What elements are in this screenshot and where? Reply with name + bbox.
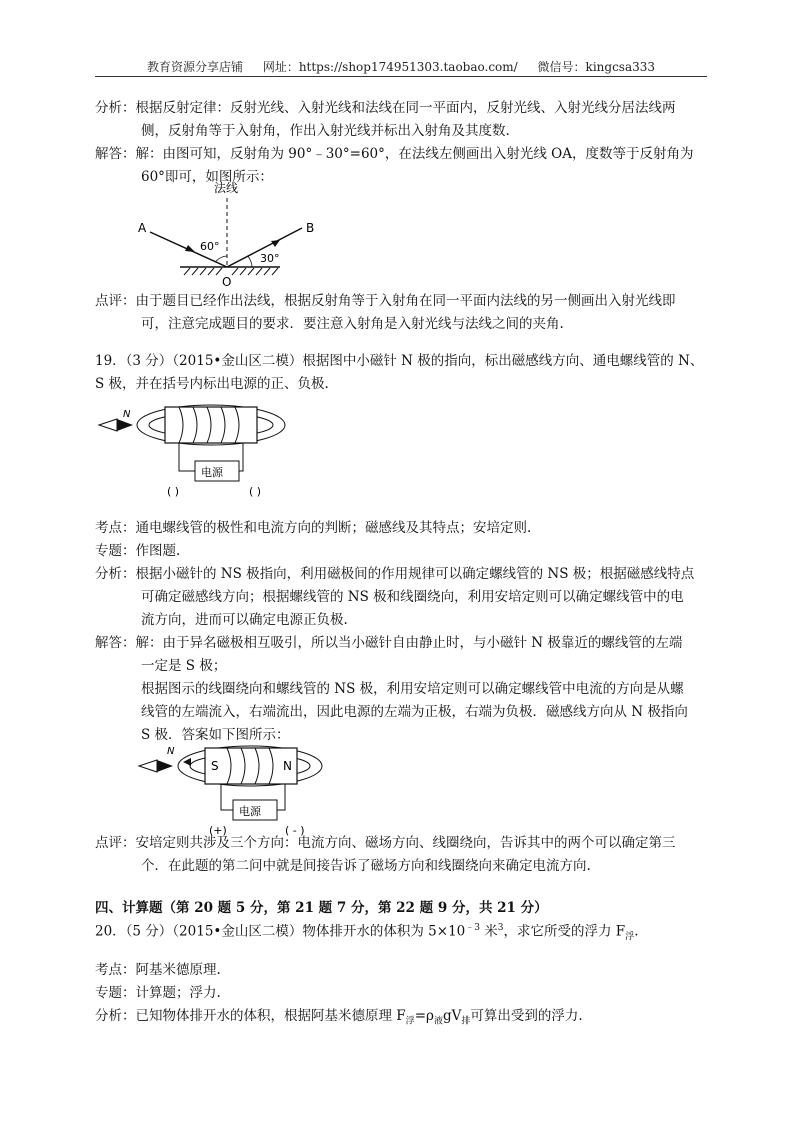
zhuanti-line: 专题：计算题；浮力. [95, 985, 221, 1001]
subscript: 排 [461, 1016, 471, 1027]
header-rule [95, 76, 707, 77]
mirror-hatching [184, 268, 278, 275]
negative-terminal-label: ( - ) [285, 824, 305, 837]
question-20-line [95, 918, 639, 947]
analysis-line: 侧，反射角等于入射角，作出入射光线并标出入射角及其度数. [141, 123, 510, 139]
compass-needle-icon [99, 419, 117, 431]
comment-line: 个．在此题的第二问中就是间接告诉了磁场方向和线圈绕向来确定电流方向. [141, 858, 591, 874]
page-header [95, 58, 707, 75]
answer-line: 根据图示的线圈绕向和螺线管的 NS 极，利用安培定则可以确定螺线管中电流的方向是从螺 [141, 681, 684, 697]
kaodian-line: 考点：通电螺线管的极性和电流方向的判断；磁感线及其特点；安培定则. [95, 520, 532, 536]
answer-line: 线管的左端流入，右端流出，因此电源的左端为正极，右端为负极．磁感线方向从 N 极指向 [141, 704, 688, 720]
analysis-line: 可确定磁感线方向；根据螺线管的 NS 极和线圈绕向，利用安培定则可以确定螺线管中的电 [141, 589, 684, 605]
section-title: 四、计算题（第 20 题 5 分，第 21 题 7 分，第 22 题 9 分，共 21 分） [95, 900, 548, 916]
q20-exponent: ﹣3 [465, 923, 480, 933]
kaodian-line: 考点：阿基米德原理. [95, 962, 221, 978]
compass-needle-south [157, 760, 173, 772]
analysis-line [95, 1006, 583, 1032]
incidence-angle-arc [215, 256, 227, 262]
answer-line: 60°即可，如图所示： [141, 169, 273, 185]
power-source-label: 电源 [239, 805, 261, 818]
subscript: 浮 [405, 1016, 415, 1027]
wechat-id: 微信号：kingcsa333 [537, 60, 656, 74]
q20-unit: 米 [479, 923, 498, 940]
formula-part: gV [442, 1008, 462, 1024]
reflection-angle-label: 30° [260, 252, 280, 265]
analysis-line: 分析：根据反射定律：反射光线、入射光线和法线在同一平面内，反射光线、入射光线分居法线两 [95, 100, 676, 116]
point-b-label: B [306, 221, 315, 235]
shop-url: 网址：https://shop174951303.taobao.com/ [262, 60, 518, 74]
reflection-angle-arc [248, 256, 252, 267]
needle-n-label: N [123, 409, 131, 420]
q20-text: 20．（5 分）（2015•金山区二模）物体排开水的体积为 5×10 [95, 923, 466, 940]
q20-subscript: 浮 [625, 932, 635, 943]
needle-n-label: N [167, 746, 175, 757]
answer-line: 解答：解：由于异名磁极相互吸引，所以当小磁针自由静止时，与小磁针 N 极靠近的螺线管的左端 [95, 635, 683, 651]
right-terminal-blank: ( ) [249, 485, 262, 498]
q20-text: ，求它所受的浮力 F [503, 923, 626, 940]
solenoid-s-pole: S [211, 759, 219, 773]
reflection-diagram [130, 180, 330, 290]
analysis-text: 分析：已知物体排开水的体积，根据阿基米德原理 F [95, 1008, 406, 1024]
compass-needle-icon [139, 760, 157, 772]
analysis-line: 分析：根据小磁针的 NS 极指向，利用磁极间的作用规律可以确定螺线管的 NS 极；根据磁感线特点 [95, 566, 695, 582]
formula-part: =ρ [414, 1008, 434, 1024]
analysis-text: 可算出受到的浮力. [470, 1008, 583, 1024]
compass-needle-south [117, 419, 133, 431]
question-19-line: 19．（3 分）（2015•金山区二模）根据图中小磁针 N 极的指向，标出磁感线方向、通电螺线管的 N、 [95, 353, 704, 369]
answer-line: S 极．答案如下图所示： [141, 727, 290, 743]
solenoid-answer-diagram [135, 740, 345, 840]
q20-unit-exponent: 3 [497, 923, 504, 933]
analysis-line: 流方向，进而可以确定电源正负极. [141, 612, 348, 628]
point-a-label: A [138, 221, 147, 235]
shop-name: 教育资源分享店铺 [146, 60, 243, 74]
power-source-label: 电源 [201, 466, 223, 479]
subscript: 液 [433, 1016, 443, 1027]
zhuanti-line: 专题：作图题. [95, 543, 181, 559]
incident-arrow [185, 245, 195, 252]
solenoid-n-pole: N [283, 759, 292, 773]
point-o-label: O [222, 275, 232, 289]
q20-end: . [634, 923, 639, 940]
field-direction-arrow [183, 758, 191, 766]
answer-line: 一定是 S 极； [141, 658, 227, 674]
left-terminal-blank: ( ) [167, 485, 180, 498]
comment-line: 点评：由于题目已经作出法线，根据反射角等于入射角在同一平面内法线的另一侧画出入射光线即 [95, 293, 676, 309]
solenoid-question-diagram [95, 395, 305, 500]
answer-line: 解答：解：由图可知，反射角为 90°﹣30°=60°，在法线左侧画出入射光线 OA，度数等于反射角为 [95, 146, 694, 162]
comment-line: 点评：安培定则共涉及三个方向：电流方向、磁场方向、线圈绕向，告诉其中的两个可以确定第三 [95, 835, 676, 851]
comment-line: 可，注意完成题目的要求．要注意入射角是入射光线与法线之间的夹角. [141, 316, 564, 332]
normal-label: 法线 [214, 181, 239, 195]
question-19-line: S 极，并在括号内标出电源的正、负极. [95, 376, 329, 392]
positive-terminal-label: (+) [209, 824, 227, 837]
incidence-angle-label: 60° [200, 240, 220, 253]
